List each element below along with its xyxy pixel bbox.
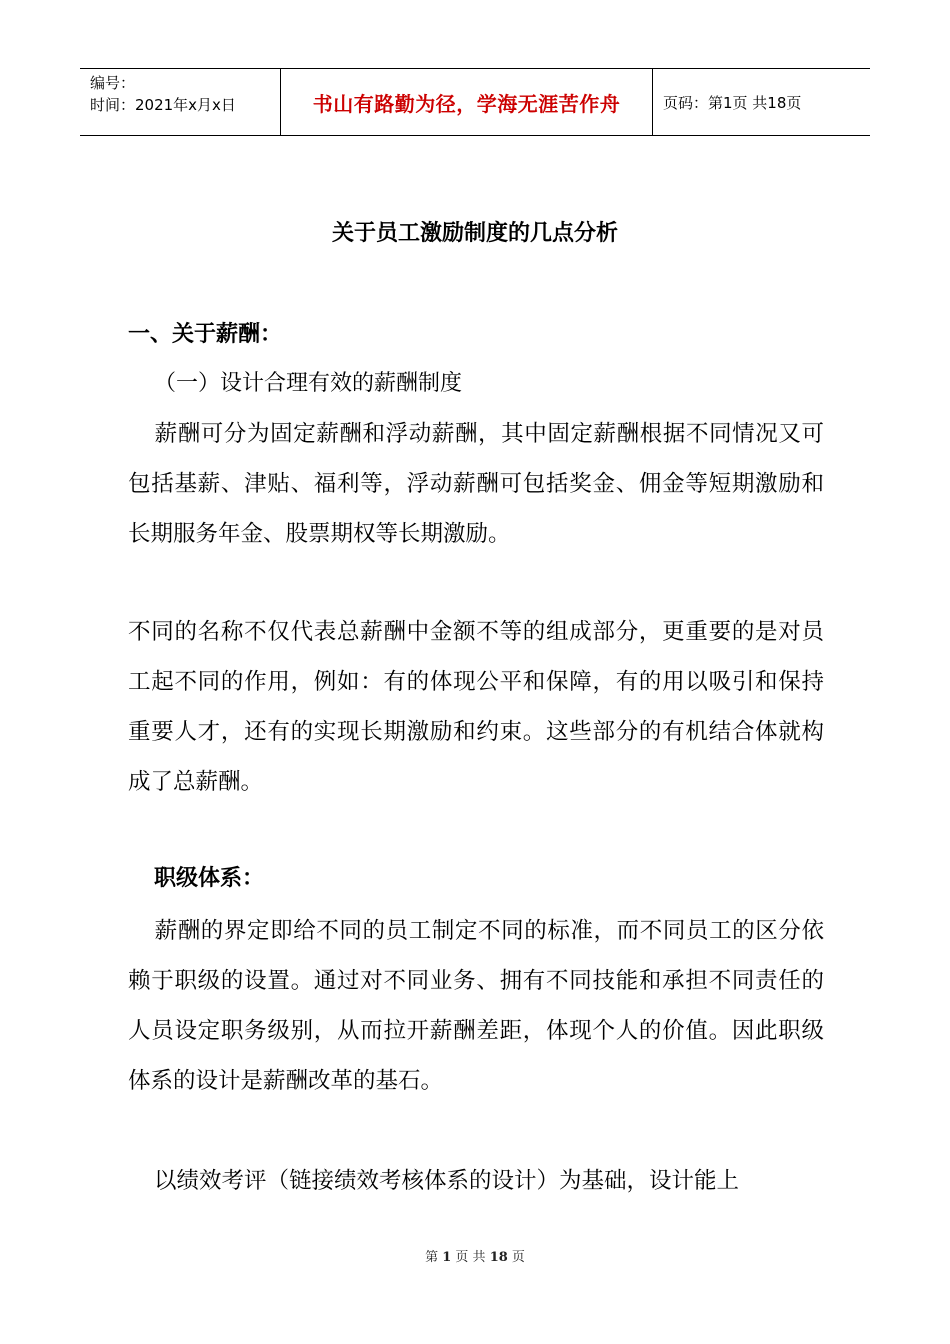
footer-prefix: 第 [425, 1250, 439, 1265]
section-heading-salary: 一、关于薪酬： [128, 322, 283, 347]
paragraph-2-text: 不同的名称不仅代表总薪酬中金额不等的组成部分，更重要的是对员工起不同的作用，例如：有的体现公平和保障，有的用以吸引和保持重要人才，还有的实现长期激励和约束。这些部分的有机结合体就构成了总薪酬。 [128, 619, 824, 795]
number-label: 编号： [90, 74, 136, 92]
document-title: 关于员工激励制度的几点分析 [331, 221, 618, 246]
time-label: 时间：2021年x月x日 [90, 96, 236, 114]
paragraph-4-text: 以绩效考评（链接绩效考核体系的设计）为基础，设计能上 [154, 1168, 740, 1194]
paragraph-2 [128, 607, 824, 807]
footer-total-pages: 18 [489, 1250, 508, 1265]
header-table [80, 68, 870, 136]
page-footer [0, 1246, 950, 1265]
job-level-heading: 职级体系： [154, 866, 265, 891]
paragraph-3-text: 薪酬的界定即给不同的员工制定不同的标准，而不同员工的区分依赖于职级的设置。通过对不同业务、拥有不同技能和承担不同责任的人员设定职务级别，从而拉开薪酬差距，体现个人的价值。因此职级体系的设计是薪酬改革的基石。 [128, 918, 824, 1094]
paragraph-1-text: 薪酬可分为固定薪酬和浮动薪酬，其中固定薪酬根据不同情况又可包括基薪、津贴、福利等，浮动薪酬可包括奖金、佣金等短期激励和长期服务年金、股票期权等长期激励。 [128, 421, 824, 547]
header-page-code: 页码：第1页 共18页 [663, 93, 802, 112]
paragraph-3 [128, 906, 824, 1106]
footer-middle: 页 共 [455, 1250, 486, 1265]
paragraph-1 [128, 409, 824, 559]
subsection-heading-salary-system: （一）设计合理有效的薪酬制度 [154, 371, 463, 396]
header-motto: 书山有路勤为径，学海无涯苦作舟 [281, 69, 653, 135]
paragraph-4 [128, 1156, 824, 1206]
footer-suffix: 页 [511, 1250, 525, 1265]
header-meta-cell [80, 69, 281, 135]
footer-page-number: 1 [442, 1250, 452, 1265]
